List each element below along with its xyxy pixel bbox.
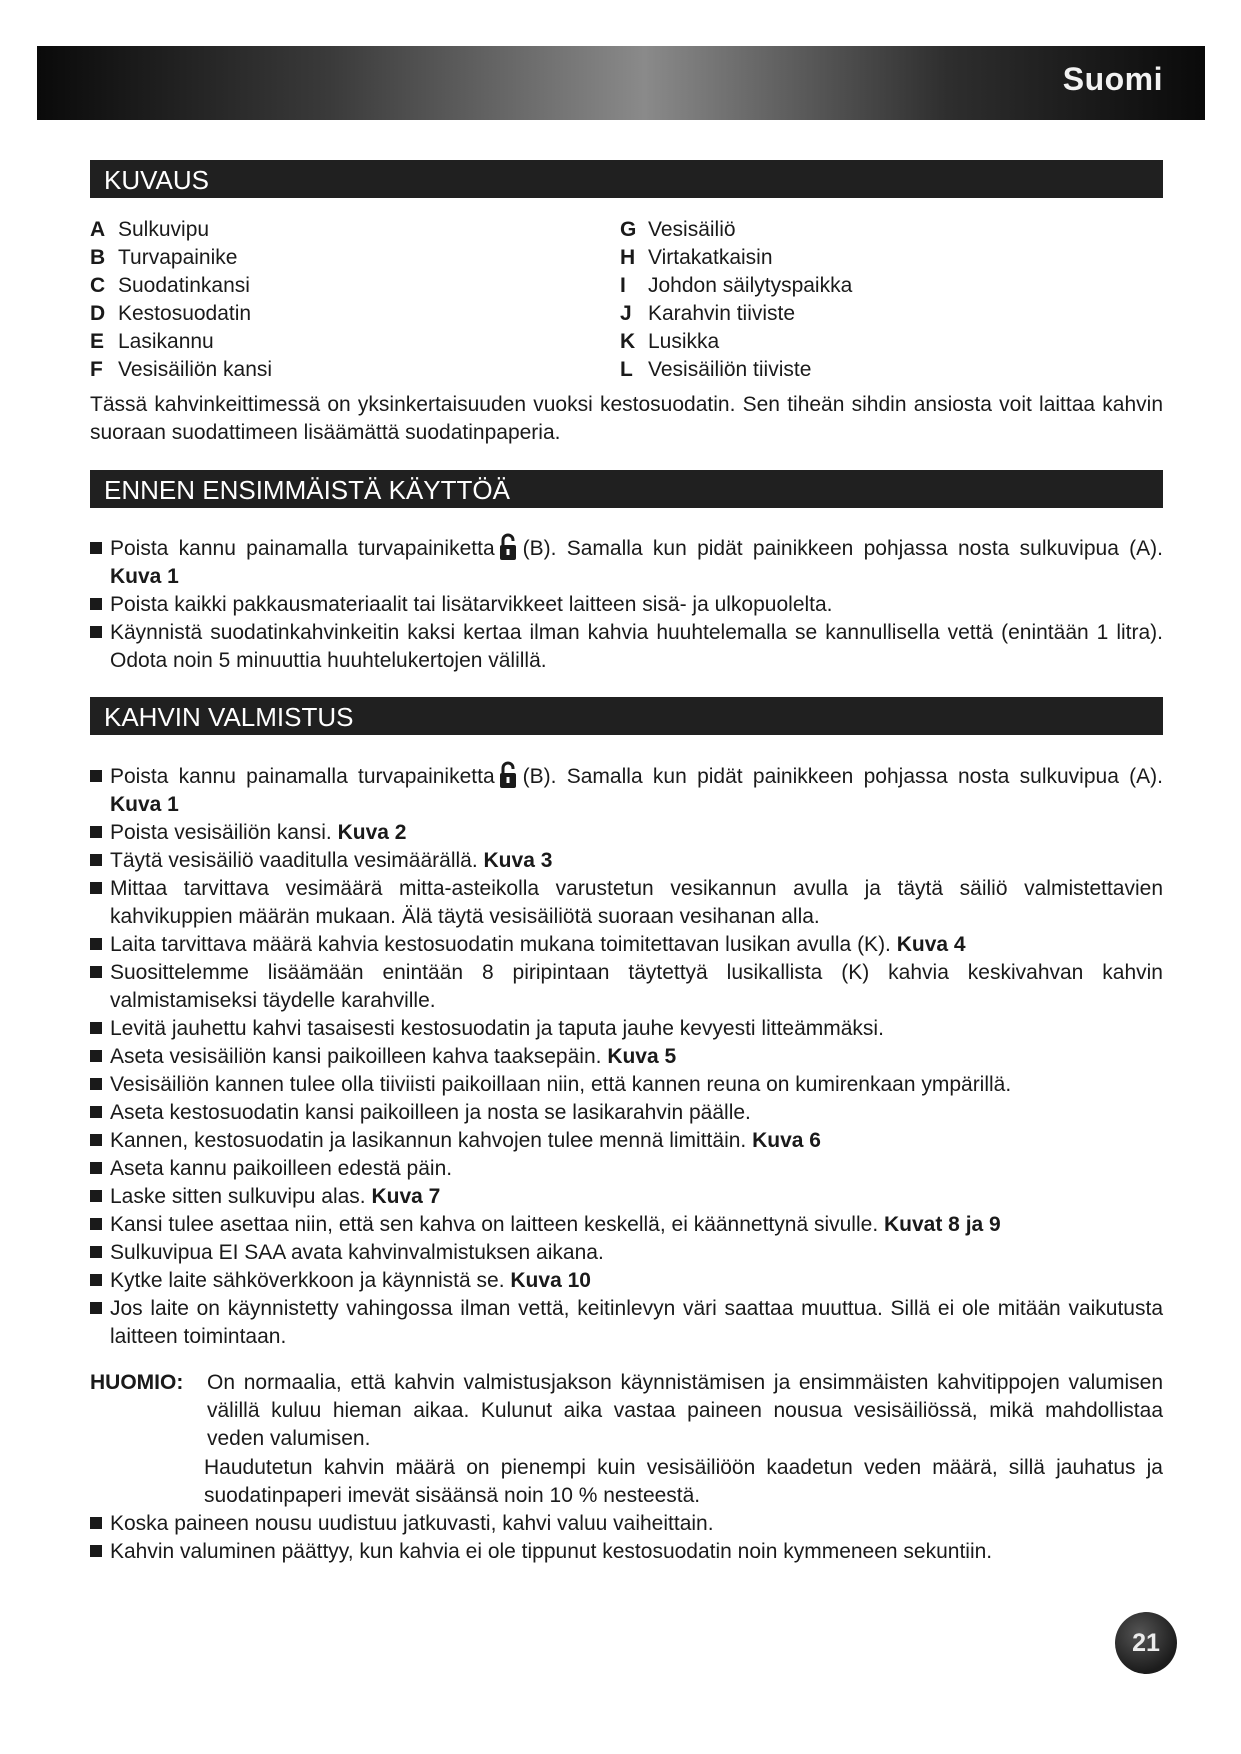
part-item: H Virtakatkaisin bbox=[620, 246, 773, 269]
bullet-icon bbox=[90, 1218, 102, 1230]
list-item: Levitä jauhettu kahvi tasaisesti kestosuodatin ja taputa jauhe kevyesti litteämmäksi. bbox=[90, 1015, 1163, 1043]
part-item: G Vesisäiliö bbox=[620, 218, 736, 241]
bullet-icon bbox=[90, 1022, 102, 1034]
list-item: Koska paineen nousu uudistuu jatkuvasti, kahvi valuu vaiheittain. bbox=[90, 1510, 1163, 1538]
bullet-icon bbox=[90, 542, 102, 554]
list-item: Kahvin valuminen päättyy, kun kahvia ei ole tippunut kestosuodatin noin kymmeneen sekuntiin. bbox=[90, 1538, 1163, 1566]
parts-list-left bbox=[90, 216, 272, 384]
list-item: Poista kannu painamalla turvapainiketta (B). Samalla kun pidät painikkeen pohjassa nosta sulkuvipua (A). Kuva 1 bbox=[90, 761, 1163, 819]
valmistus-list bbox=[90, 761, 1163, 1351]
list-item: Poista vesisäiliön kansi. Kuva 2 bbox=[90, 819, 1163, 847]
bullet-icon bbox=[90, 966, 102, 978]
part-item: K Lusikka bbox=[620, 330, 720, 353]
part-item: D Kestosuodatin bbox=[90, 302, 252, 325]
list-item: Kansi tulee asettaa niin, että sen kahva on laitteen keskellä, ei käännettynä sivulle. Kuvat 8 ja 9 bbox=[90, 1211, 1163, 1239]
note-text: Haudutetun kahvin määrä on pienempi kuin vesisäiliöön kaadetun veden määrä, sillä jauhatus ja suodatinpaperi imevät sisäänsä noin 10 % nesteestä. bbox=[204, 1456, 1163, 1507]
bullet-icon bbox=[90, 1134, 102, 1146]
part-item: J Karahvin tiiviste bbox=[620, 302, 796, 325]
bullet-icon bbox=[90, 770, 102, 782]
list-item: Mittaa tarvittava vesimäärä mitta-asteikolla varustetun vesikannun avulla ja täytä säiliö valmistettavien kahvikuppien määrän mukaan. Älä täytä vesisäiliötä suoraan vesihanan alla. bbox=[90, 875, 1163, 931]
huomio-note bbox=[90, 1369, 1163, 1510]
list-item: Sulkuvipua EI SAA avata kahvinvalmistuksen aikana. bbox=[90, 1239, 1163, 1267]
list-item: Aseta kannu paikoilleen edestä päin. bbox=[90, 1155, 1163, 1183]
language-label: Suomi bbox=[1062, 61, 1163, 97]
bullet-icon bbox=[90, 1190, 102, 1202]
page-number: 21 bbox=[1115, 1612, 1177, 1674]
valmistus-list-end bbox=[90, 1510, 1163, 1566]
list-item: Käynnistä suodatinkahvinkeitin kaksi kertaa ilman kahvia huuhtelemalla se kannullisella vettä (enintään 1 litra). Odota noin 5 minuuttia huuhtelukertojen välillä. bbox=[90, 619, 1163, 675]
part-item: E Lasikannu bbox=[90, 330, 214, 353]
bullet-icon bbox=[90, 1302, 102, 1314]
list-item: Vesisäiliön kannen tulee olla tiiviisti paikoillaan niin, että kannen reuna on kumirenkaan ympärillä. bbox=[90, 1071, 1163, 1099]
bullet-icon bbox=[90, 1050, 102, 1062]
list-item: Poista kannu painamalla turvapainiketta (B). Samalla kun pidät painikkeen pohjassa nosta sulkuvipua (A). Kuva 1 bbox=[90, 533, 1163, 591]
bullet-icon bbox=[90, 1162, 102, 1174]
list-item: Täytä vesisäiliö vaaditulla vesimäärällä. Kuva 3 bbox=[90, 847, 1163, 875]
section-header-valmistus: KAHVIN VALMISTUS bbox=[90, 697, 1163, 735]
bullet-icon bbox=[90, 854, 102, 866]
kuvaus-paragraph: Tässä kahvinkeittimessä on yksinkertaisuuden vuoksi kestosuodatin. Sen tiheän sihdin ansiosta voit laittaa kahvin suoraan suodattimeen lisäämättä suodatinpaperia. bbox=[90, 393, 1163, 444]
unlock-icon bbox=[499, 761, 517, 789]
list-item: Kytke laite sähköverkkoon ja käynnistä se. Kuva 10 bbox=[90, 1267, 1163, 1295]
bullet-icon bbox=[90, 1274, 102, 1286]
bullet-icon bbox=[90, 1246, 102, 1258]
part-item: L Vesisäiliön tiiviste bbox=[620, 358, 812, 381]
bullet-icon bbox=[90, 598, 102, 610]
bullet-icon bbox=[90, 1106, 102, 1118]
list-item: Aseta kestosuodatin kansi paikoilleen ja nosta se lasikarahvin päälle. bbox=[90, 1099, 1163, 1127]
parts-list-right bbox=[620, 216, 852, 384]
list-item: Kannen, kestosuodatin ja lasikannun kahvojen tulee mennä limittäin. Kuva 6 bbox=[90, 1127, 1163, 1155]
list-item: Laske sitten sulkuvipu alas. Kuva 7 bbox=[90, 1183, 1163, 1211]
bullet-icon bbox=[90, 1517, 102, 1529]
note-label: HUOMIO: bbox=[90, 1371, 184, 1394]
section-header-kuvaus: KUVAUS bbox=[90, 160, 1163, 198]
bullet-icon bbox=[90, 1078, 102, 1090]
part-item: B Turvapainike bbox=[90, 246, 238, 269]
section-header-ennen: ENNEN ENSIMMÄISTÄ KÄYTTÖÄ bbox=[90, 470, 1163, 508]
part-item: C Suodatinkansi bbox=[90, 274, 250, 297]
list-item: Aseta vesisäiliön kansi paikoilleen kahva taaksepäin. Kuva 5 bbox=[90, 1043, 1163, 1071]
bullet-icon bbox=[90, 938, 102, 950]
bullet-icon bbox=[90, 882, 102, 894]
note-text: On normaalia, että kahvin valmistusjakson käynnistämisen ja ensimmäisten kahvitippojen valumisen välillä kuluu hieman aikaa. Kulunut aika vastaa paineen nousua vesisäiliössä, mikä mahdollistaa veden valumisen. bbox=[207, 1371, 1163, 1450]
part-item: F Vesisäiliön kansi bbox=[90, 358, 273, 381]
part-item: A Sulkuvipu bbox=[90, 218, 210, 241]
bullet-icon bbox=[90, 826, 102, 838]
bullet-icon bbox=[90, 1545, 102, 1557]
list-item: Jos laite on käynnistetty vahingossa ilman vettä, keitinlevyn väri saattaa muuttua. Sillä ei ole mitään vaikutusta laitteen toimintaan. bbox=[90, 1295, 1163, 1351]
part-item: I Johdon säilytyspaikka bbox=[620, 274, 853, 297]
unlock-icon bbox=[499, 533, 517, 561]
top-banner bbox=[37, 46, 1205, 120]
list-item: Suosittelemme lisäämään enintään 8 piripintaan täytettyä lusikallista (K) kahvia keskivahvan kahvin valmistamiseksi täydelle karahville. bbox=[90, 959, 1163, 1015]
list-item: Laita tarvittava määrä kahvia kestosuodatin mukana toimitettavan lusikan avulla (K). Kuva 4 bbox=[90, 931, 1163, 959]
bullet-icon bbox=[90, 626, 102, 638]
ennen-list bbox=[90, 533, 1163, 675]
list-item: Poista kaikki pakkausmateriaalit tai lisätarvikkeet laitteen sisä- ja ulkopuolelta. bbox=[90, 591, 1163, 619]
